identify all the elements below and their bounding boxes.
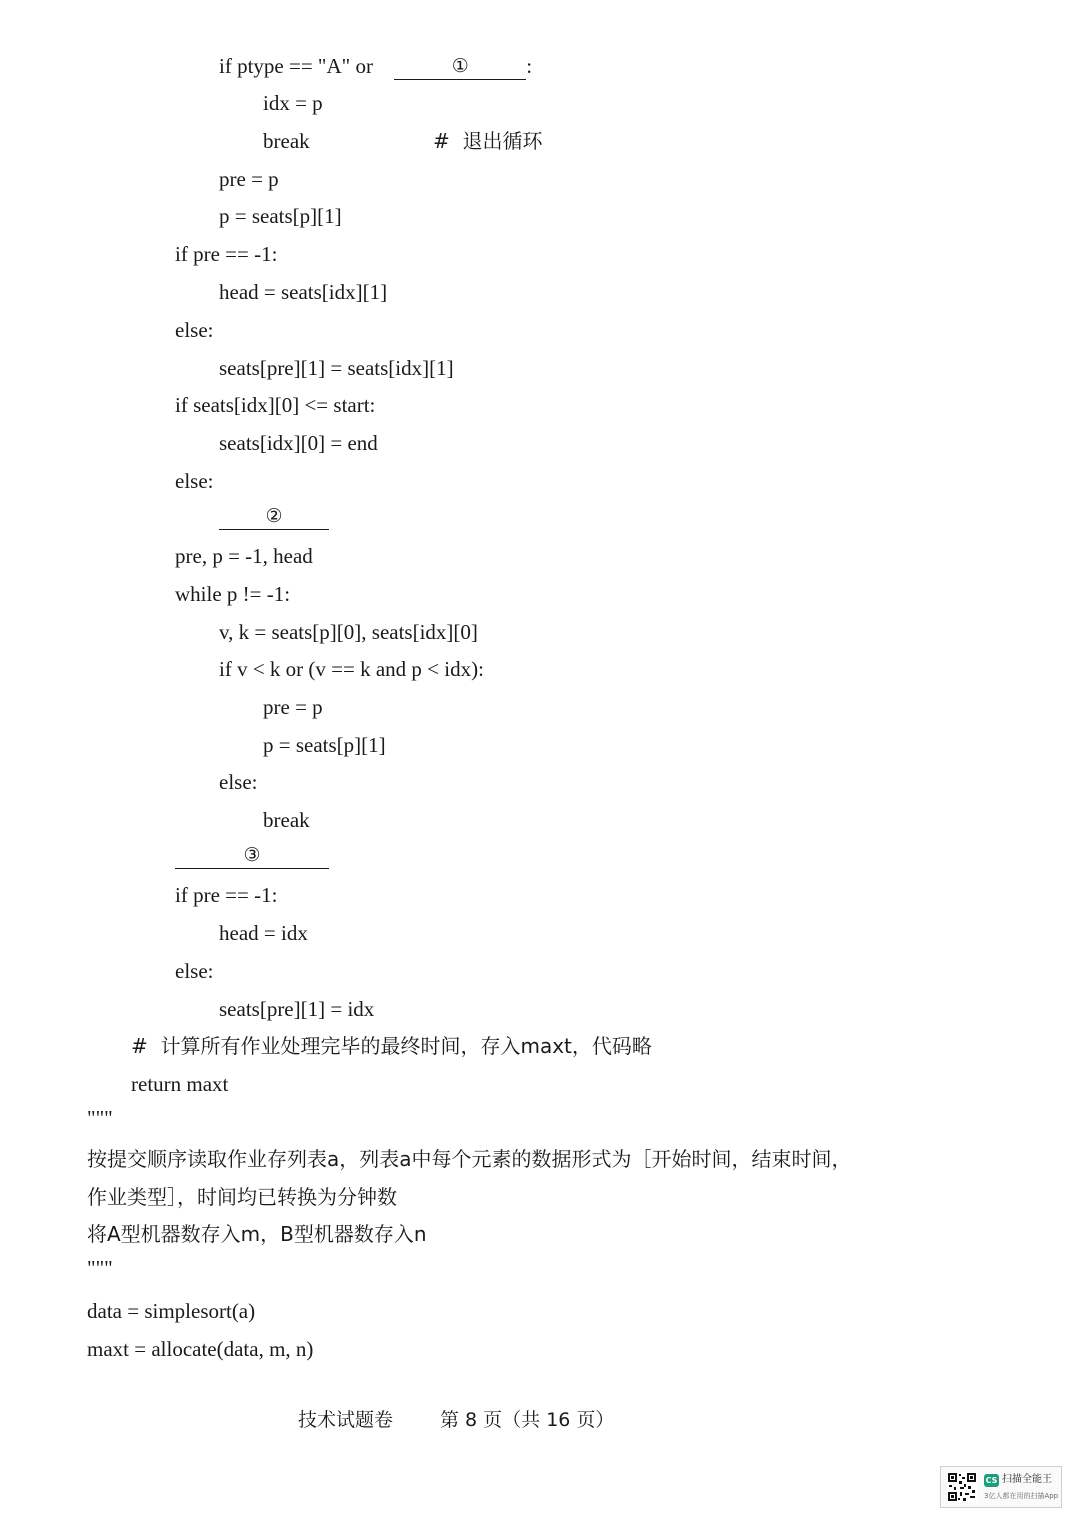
code-line-25: else:	[175, 959, 214, 983]
answer-blank-2: ②	[219, 503, 329, 530]
code-line-3	[263, 127, 310, 155]
footer-subject: 技术试题卷	[298, 1409, 394, 1431]
code-line-21: break	[263, 808, 310, 832]
code-line-2: idx = p	[263, 91, 323, 115]
watermark-app-name: 扫描全能王	[1002, 1474, 1052, 1485]
answer-blank-3: ③	[175, 842, 329, 869]
code-text: if ptype == "A" or	[219, 54, 379, 78]
code-comment-exit-loop: # 退出循环	[433, 129, 543, 153]
docstring-close: """	[87, 1256, 113, 1280]
code-line-17: if v < k or (v == k and p < idx):	[219, 657, 484, 681]
scanner-watermark	[940, 1466, 1062, 1508]
code-line-24: head = idx	[219, 921, 308, 945]
code-line-23: if pre == -1:	[175, 883, 278, 907]
code-line-15: while p != -1:	[175, 582, 291, 606]
code-line-26: seats[pre][1] = idx	[219, 997, 375, 1021]
code-line-8: else:	[175, 318, 214, 342]
code-line-20: else:	[219, 770, 258, 794]
code-line-13	[219, 502, 329, 530]
code-line-9: seats[pre][1] = seats[idx][1]	[219, 356, 454, 380]
code-line-34: data = simplesort(a)	[87, 1299, 256, 1323]
code-line-7: head = seats[idx][1]	[219, 280, 388, 304]
code-line-14: pre, p = -1, head	[175, 544, 313, 568]
code-line-28: return maxt	[131, 1072, 229, 1096]
code-line-5: p = seats[p][1]	[219, 204, 342, 228]
code-line-12: else:	[175, 469, 214, 493]
code-text: break	[263, 129, 310, 153]
code-line-11: seats[idx][0] = end	[219, 431, 378, 455]
code-text: :	[526, 54, 533, 78]
footer-page-number: 第 8 页（共 16 页）	[440, 1409, 615, 1431]
code-line-35: maxt = allocate(data, m, n)	[87, 1337, 314, 1361]
code-line-19: p = seats[p][1]	[263, 733, 386, 757]
qr-code-icon	[947, 1472, 977, 1502]
code-line-4: pre = p	[219, 167, 279, 191]
docstring-line-2: 作业类型］，时间均已转换为分钟数	[87, 1185, 397, 1209]
docstring-open: """	[87, 1106, 113, 1130]
watermark-tagline: 3亿人都在用的扫描App	[984, 1492, 1059, 1500]
code-line-18: pre = p	[263, 695, 323, 719]
docstring-line-3: 将A型机器数存入m，B型机器数存入n	[87, 1222, 427, 1246]
docstring-line-1: 按提交顺序读取作业存列表a，列表a中每个元素的数据形式为［开始时间，结束时间，	[87, 1147, 852, 1171]
code-line-6: if pre == -1:	[175, 242, 278, 266]
code-comment-maxt: # 计算所有作业处理完毕的最终时间，存入maxt，代码略	[131, 1034, 652, 1058]
code-line-16: v, k = seats[p][0], seats[idx][0]	[219, 620, 478, 644]
answer-blank-1: ①	[394, 53, 526, 80]
camscanner-logo-icon: CS	[985, 1476, 998, 1485]
code-line-22	[175, 841, 329, 869]
code-line-1	[219, 52, 532, 80]
code-line-10: if seats[idx][0] <= start:	[175, 393, 376, 417]
